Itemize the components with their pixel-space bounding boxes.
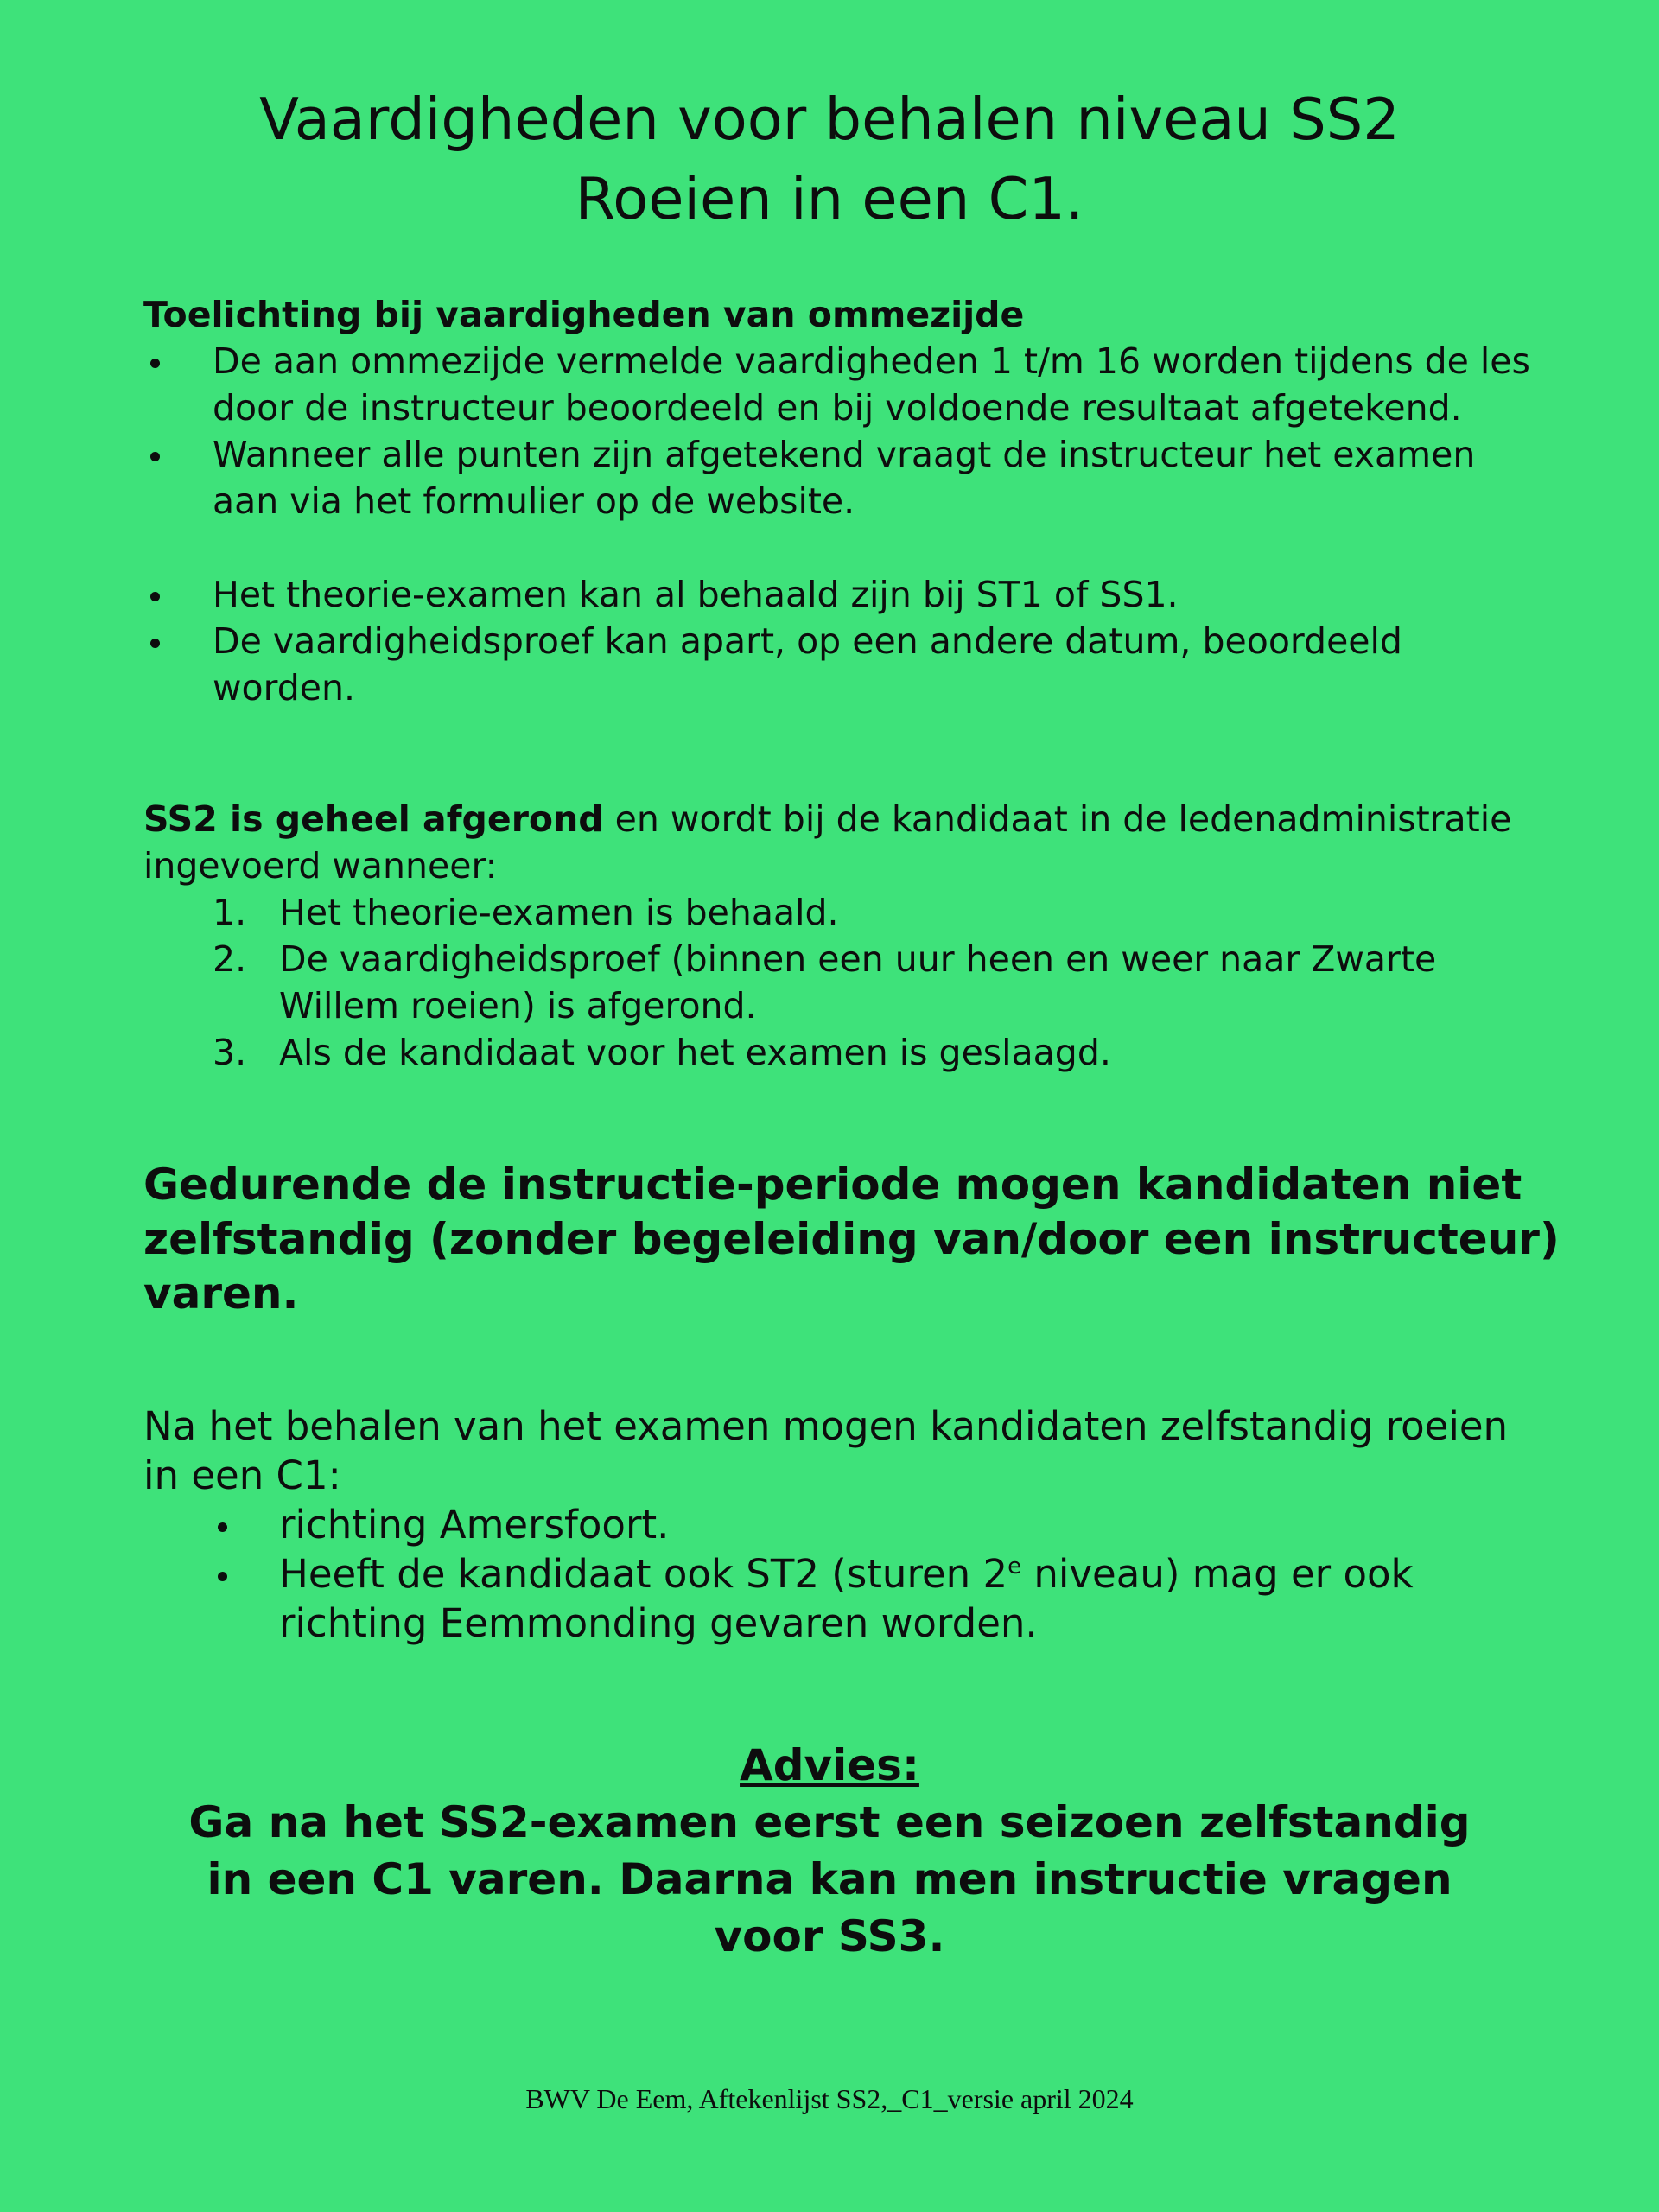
list-item: richting Amersfoort.	[143, 1500, 1543, 1549]
title-line-1: Vaardigheden voor behalen niveau SS2	[259, 86, 1400, 153]
list-text-post: niveau) mag er ook richting Eemmonding gevaren worden.	[279, 1551, 1414, 1646]
list-number: 1.	[213, 892, 247, 933]
list-number: 2.	[213, 938, 247, 980]
advice-section	[0, 1737, 1659, 1965]
after-exam-section	[143, 1402, 1543, 1648]
completion-rest: en wordt bij de kandidaat in de ledenadministratie ingevoerd wanneer:	[143, 798, 1512, 887]
page-title	[0, 79, 1659, 238]
list-item: Wanneer alle punten zijn afgetekend vraagt de instructeur het examen aan via het formulier op de website.	[143, 431, 1543, 524]
explanation-list	[143, 338, 1543, 524]
list-text: Als de kandidaat voor het examen is geslaagd.	[279, 1032, 1111, 1073]
completion-list	[143, 889, 1543, 1076]
list-number: 3.	[213, 1032, 247, 1073]
list-item	[143, 1549, 1543, 1648]
completion-section	[143, 796, 1543, 1076]
list-item: De vaardigheidsproef kan apart, op een andere datum, beoordeeld worden.	[143, 618, 1543, 711]
after-exam-list	[143, 1500, 1543, 1648]
after-exam-intro: Na het behalen van het examen mogen kandidaten zelfstandig roeien in een C1:	[143, 1403, 1509, 1498]
advice-line-1: Ga na het SS2-examen eerst een seizoen zelfstandig	[188, 1797, 1471, 1847]
list-item: De aan ommezijde vermelde vaardigheden 1 t/m 16 worden tijdens de les door de instructeur beoordeeld en bij voldoende resultaat afgetekend.	[143, 338, 1543, 431]
completion-intro	[143, 796, 1543, 889]
title-line-2: Roeien in een C1.	[575, 165, 1084, 232]
list-item: Het theorie-examen kan al behaald zijn bij ST1 of SS1.	[143, 571, 1543, 618]
completion-bold-lead: SS2 is geheel afgerond	[143, 798, 604, 840]
list-text: De vaardigheidsproef (binnen een uur heen en weer naar Zwarte Willem roeien) is afgerond.	[279, 938, 1437, 1027]
superscript: e	[1007, 1554, 1022, 1580]
advice-heading: Advies:	[740, 1740, 919, 1790]
page-footer: BWV De Eem, Aftekenlijst SS2,_C1_versie april 2024	[525, 2083, 1134, 2114]
list-text-pre: Heeft de kandidaat ook ST2 (sturen 2	[279, 1551, 1008, 1597]
explanation-list-2	[143, 571, 1543, 711]
advice-line-3: voor SS3.	[714, 1911, 945, 1961]
warning-text: Gedurende de instructie-periode mogen kandidaten niet zelfstandig (zonder begeleiding van/door een instructeur) varen.	[143, 1160, 1560, 1319]
list-text: Het theorie-examen is behaald.	[279, 892, 839, 933]
list-item	[143, 936, 1543, 1029]
explanation-section	[143, 291, 1543, 711]
list-item	[143, 889, 1543, 936]
advice-line-2: in een C1 varen. Daarna kan men instructie vragen	[207, 1854, 1452, 1904]
list-item	[143, 1029, 1543, 1076]
explanation-heading: Toelichting bij vaardigheden van ommezijde	[143, 294, 1025, 335]
